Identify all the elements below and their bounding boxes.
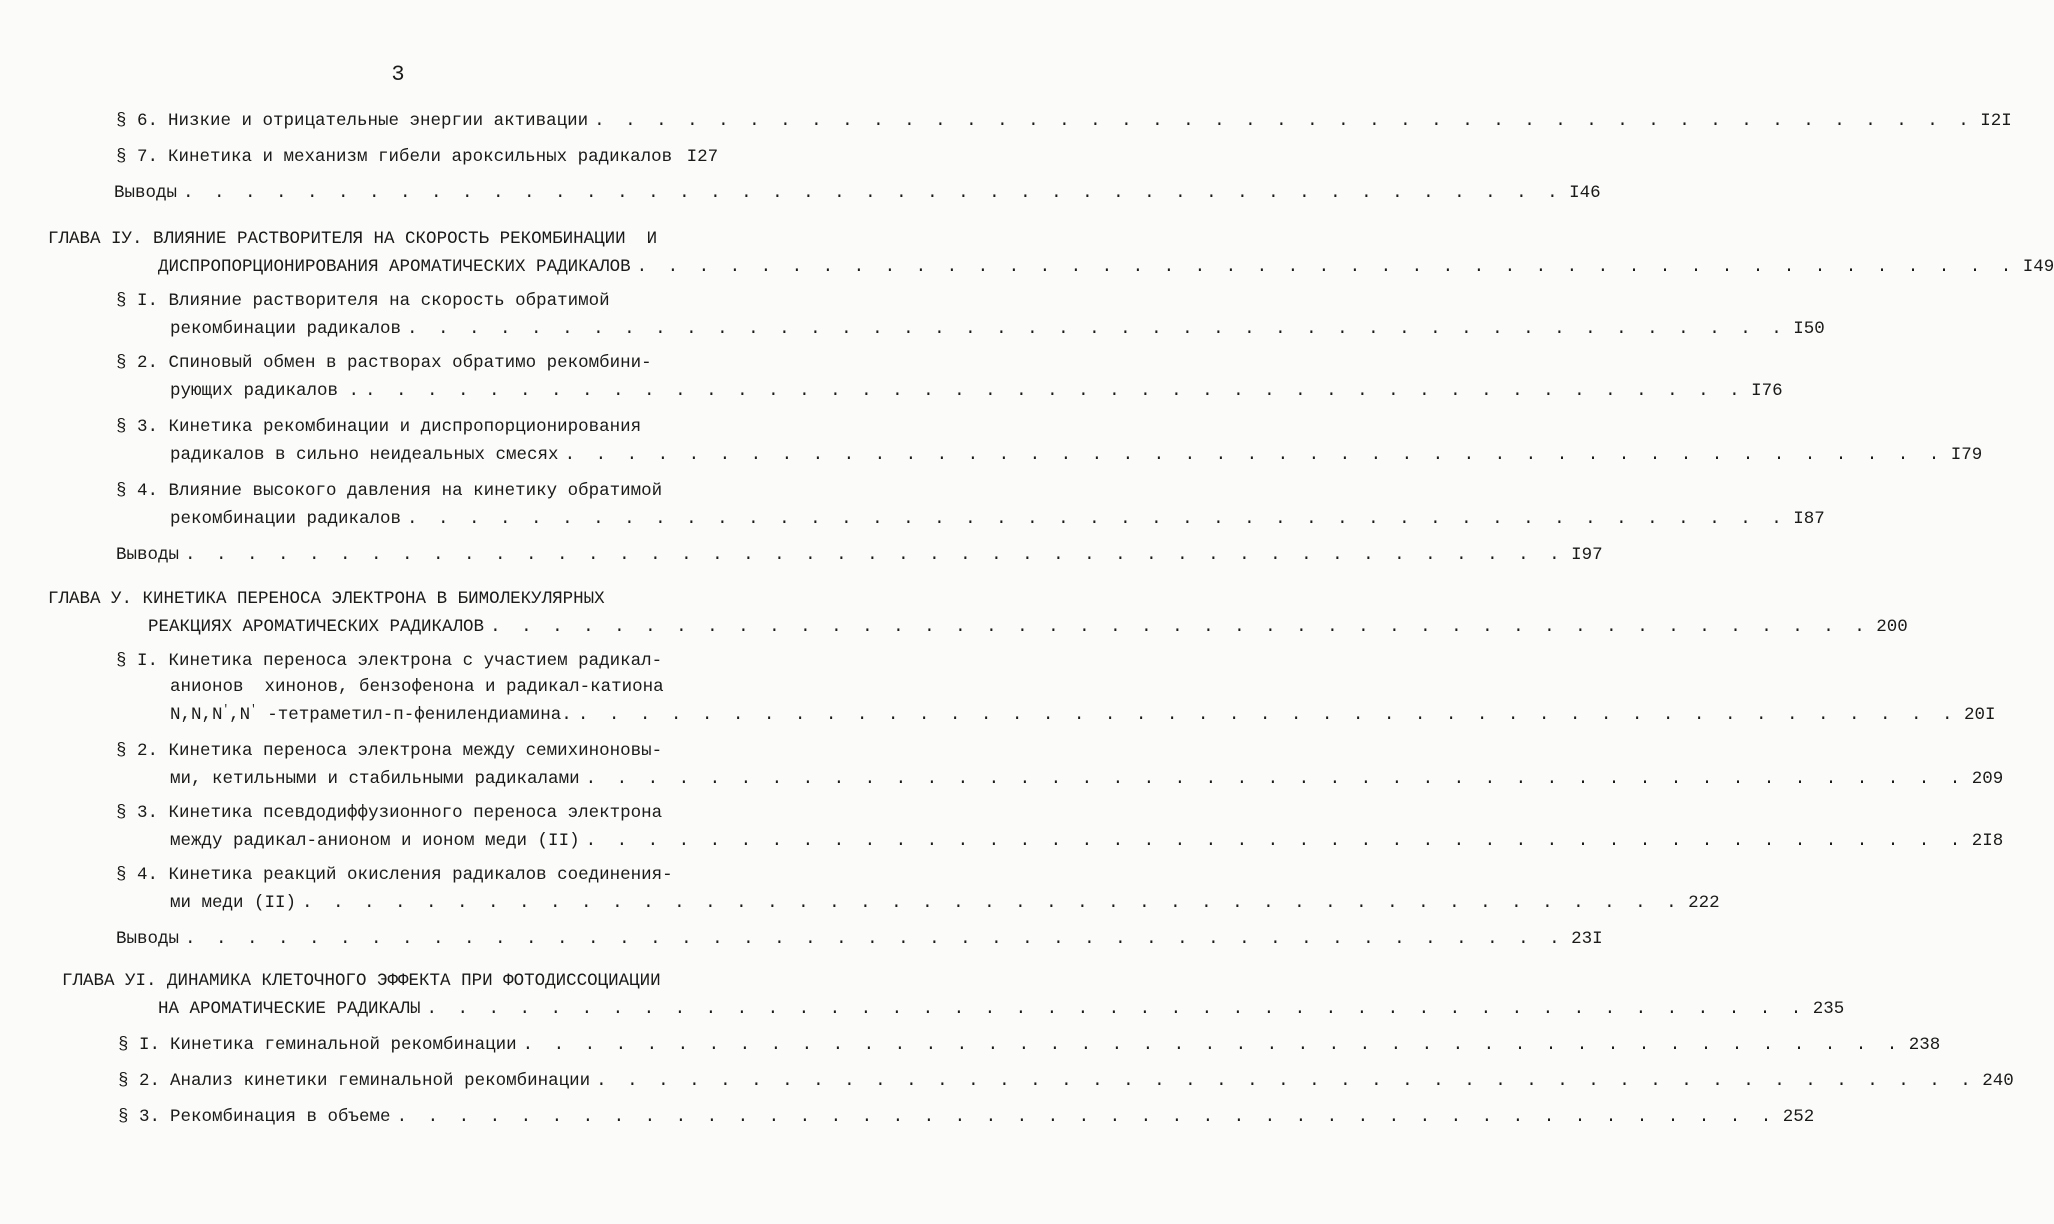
section-title-line2: рующих радикалов . [170, 381, 360, 401]
dot-leader: . . . . . . . . . . . . . . . . . . . . . . . . . . . . . . . . . . . . . . . . . . . . . [522, 1035, 1903, 1055]
toc-entry-c5s4 [170, 888, 1720, 914]
page-ref: I49 [2022, 257, 2054, 277]
page-ref: 2I8 [1971, 831, 2004, 851]
c4s4-line1 [116, 480, 662, 502]
section-number: § 3. [116, 417, 159, 437]
page-ref: 238 [1908, 1035, 1941, 1055]
section-number: § I. [116, 291, 159, 311]
conclusions-label: Выводы [116, 929, 180, 949]
chapter-6-title-line1: ГЛАВА УI. ДИНАМИКА КЛЕТОЧНОГО ЭФФЕКТА ПРИ ФОТОДИССОЦИАЦИИ [62, 971, 661, 991]
section-title-line2: радикалов в сильно неидеальных смесях [170, 445, 559, 465]
dot-leader: . . . . . . . . . . . . . . . . . . . . . . . . . . . . . . . . . . . . . . . . . . . . . [564, 445, 1945, 465]
section-number: § 3. [118, 1107, 161, 1127]
section-title: Кинетика реакций окисления радикалов соединения- [168, 865, 673, 885]
toc-entry-s6 [116, 106, 2012, 132]
dot-leader: . . . . . . . . . . . . . . . . . . . . . . . . . . . . . . . . . . . . . . . . . . . . . [407, 509, 1787, 529]
chapter-5-title-line1: ГЛАВА У. КИНЕТИКА ПЕРЕНОСА ЭЛЕКТРОНА В БИМОЛЕКУЛЯРНЫХ [48, 589, 605, 609]
dot-leader: . . . . . . . . . . . . . . . . . . . . . . . . . . . . . . . . . . . . . . . . . . . . . [185, 929, 1565, 949]
section-title-line2: ми меди (II) [170, 893, 297, 913]
page-ref: I76 [1751, 381, 1783, 401]
section-number: § 4. [116, 481, 159, 501]
page-ref: 23I [1571, 929, 1603, 949]
section-title-line2: рекомбинации радикалов [170, 319, 402, 339]
dot-leader: . . . . . . . . . . . . . . . . . . . . . . . . . . . . . . . . . . . . . . . . . . . . . [302, 893, 1682, 913]
toc-entry-c5s2 [170, 764, 2004, 790]
section-title: Рекомбинация в объеме [170, 1107, 391, 1127]
toc-entry-c6s1 [118, 1030, 1941, 1056]
toc-entry-c4s3 [170, 440, 1983, 466]
page-ref: 252 [1782, 1107, 1815, 1127]
section-title-line2: рекомбинации радикалов [170, 509, 402, 529]
chapter-4-title-line1: ГЛАВА IУ. ВЛИЯНИЕ РАСТВОРИТЕЛЯ НА СКОРОСТЬ РЕКОМБИНАЦИИ И [48, 229, 658, 249]
section-title: Анализ кинетики геминальной рекомбинации [170, 1071, 591, 1091]
page-ref: I27 [686, 147, 719, 167]
section-title: Низкие и отрицательные энергии активации [168, 111, 589, 131]
section-number: § 2. [118, 1071, 161, 1091]
page-ref: 20I [1963, 705, 1996, 725]
c4s3-line1 [116, 416, 641, 438]
page-ref: 222 [1688, 893, 1720, 913]
toc-entry-c4s1 [170, 314, 1825, 340]
toc-entry-conclusions-ch5 [116, 924, 1603, 950]
toc-entry-c4s4 [170, 504, 1825, 530]
section-title: Кинетика рекомбинации и диспропорционирования [168, 417, 642, 437]
page-ref: I87 [1793, 509, 1825, 529]
dot-leader: . . . . . . . . . . . . . . . . . . . . . . . . . . . . . . . . . . . . . . . . . . . . . [426, 999, 1807, 1019]
section-title-line2: ми, кетильными и стабильными радикалами [170, 769, 580, 789]
chapter-title-line2: РЕАКЦИЯХ АРОМАТИЧЕСКИХ РАДИКАЛОВ [148, 617, 485, 637]
toc-entry-conclusions-ch3 [114, 178, 1601, 204]
dot-leader: . . . . . . . . . . . . . . . . . . . . . . . . . . . . . . . . . . . . . . . . . . . . . [585, 831, 1966, 851]
conclusions-label: Выводы [114, 183, 178, 203]
c5s3-line1 [116, 802, 662, 824]
section-number: § I. [116, 651, 159, 671]
toc-entry-c6s3 [118, 1102, 1815, 1128]
page-ref: I97 [1571, 545, 1603, 565]
dot-leader: . . . . . . . . . . . . . . . . . . . . . . . . . . . . . . . . . . . . . . . . . . . . . [636, 257, 2017, 277]
page-ref: I46 [1569, 183, 1601, 203]
c4s2-line1 [116, 352, 652, 374]
c5s1-line1 [116, 650, 662, 672]
dot-leader: . . . . . . . . . . . . . . . . . . . . . . . . . . . . . . . . . . . . . . . . . . . . . [596, 1071, 1976, 1091]
page-ref: I79 [1950, 445, 1983, 465]
section-title: Спиновый обмен в растворах обратимо рекомбини- [168, 353, 652, 373]
toc-entry-chapter-6 [158, 994, 1845, 1020]
page-ref: I50 [1793, 319, 1825, 339]
toc-entry-conclusions-ch4 [116, 540, 1603, 566]
dot-leader: . . . . . . . . . . . . . . . . . . . . . . . . . . . . . . . . . . . . . . . . . . . . . [185, 545, 1565, 565]
c4s1-line1 [116, 290, 610, 312]
toc-entry-c5s1 [170, 700, 1996, 726]
page-ref: 240 [1982, 1071, 2014, 1091]
dot-leader: . . . . . . . . . . . . . . . . . . . . . . . . . . . . . . . . . . . . . . . . . . . . . [594, 111, 1974, 131]
section-number: § I. [118, 1035, 161, 1055]
toc-entry-c6s2 [118, 1066, 2014, 1092]
c5s1-line2: анионов хинонов, бензофенона и радикал-катиона [170, 677, 664, 697]
section-title: Влияние растворителя на скорость обратимой [168, 291, 610, 311]
section-title: Кинетика переноса электрона между семихиноновы- [168, 741, 663, 761]
section-title: Кинетика переноса электрона с участием радикал- [168, 651, 663, 671]
chapter-title-line2: ДИСПРОПОРЦИОНИРОВАНИЯ АРОМАТИЧЕСКИХ РАДИКАЛОВ [158, 257, 631, 277]
conclusions-label: Выводы [116, 545, 180, 565]
page-ref: 209 [1971, 769, 2004, 789]
dot-leader: . . . . . . . . . . . . . . . . . . . . . . . . . . . . . . . . . . . . . . . . . . . . . [577, 705, 1958, 725]
section-title: Кинетика и механизм гибели ароксильных радикалов [168, 147, 673, 167]
dot-leader: . . . . . . . . . . . . . . . . . . . . . . . . . . . . . . . . . . . . . . . . . . . . . [490, 617, 1870, 637]
section-number: § 2. [116, 741, 159, 761]
page-ref: I2I [1980, 111, 2012, 131]
page-ref: 235 [1812, 999, 1845, 1019]
dot-leader: . . . . . . . . . . . . . . . . . . . . . . . . . . . . . . . . . . . . . . . . . . . . . [407, 319, 1787, 339]
section-number: § 2. [116, 353, 159, 373]
page-number: 3 [391, 62, 405, 87]
section-number: § 3. [116, 803, 159, 823]
section-title-line3: N,N,N',N' -тетраметил-п-фенилендиамина. [170, 704, 572, 725]
toc-entry-c5s3 [170, 826, 2004, 852]
toc-entry-c4s2 [170, 376, 1783, 402]
section-number: § 4. [116, 865, 159, 885]
dot-leader: . . . . . . . . . . . . . . . . . . . . . . . . . . . . . . . . . . . . . . . . . . . . . [585, 769, 1966, 789]
toc-entry-s7 [116, 142, 746, 168]
section-title: Влияние высокого давления на кинетику обратимой [168, 481, 663, 501]
dot-leader: . . . . . . . . . . . . . . . . . . . . . . . . . . . . . . . . . . . . . . . . . . . . . [396, 1107, 1777, 1127]
section-title-line2: между радикал-анионом и ионом меди (II) [170, 831, 580, 851]
c5s4-line1 [116, 864, 673, 886]
dot-leader: . . . . . . . . . . . . . . . . . . . . . . . . . . . . . . . . . . . . . . . . . . . . . [365, 381, 1745, 401]
section-title: Кинетика геминальной рекомбинации [170, 1035, 517, 1055]
section-number: § 6. [116, 111, 159, 131]
section-number: § 7. [116, 147, 159, 167]
c5s2-line1 [116, 740, 662, 762]
toc-entry-chapter-5 [148, 612, 1908, 638]
dot-leader: . . . . . . . . . . . . . . . . . . . . . . . . . . . . . . . . . . . . . . . . . . . . . [183, 183, 1563, 203]
section-title: Кинетика псевдодиффузионного переноса электрона [168, 803, 663, 823]
toc-entry-chapter-4 [158, 252, 2054, 278]
page-ref: 200 [1876, 617, 1908, 637]
chapter-title-line2: НА АРОМАТИЧЕСКИЕ РАДИКАЛЫ [158, 999, 421, 1019]
